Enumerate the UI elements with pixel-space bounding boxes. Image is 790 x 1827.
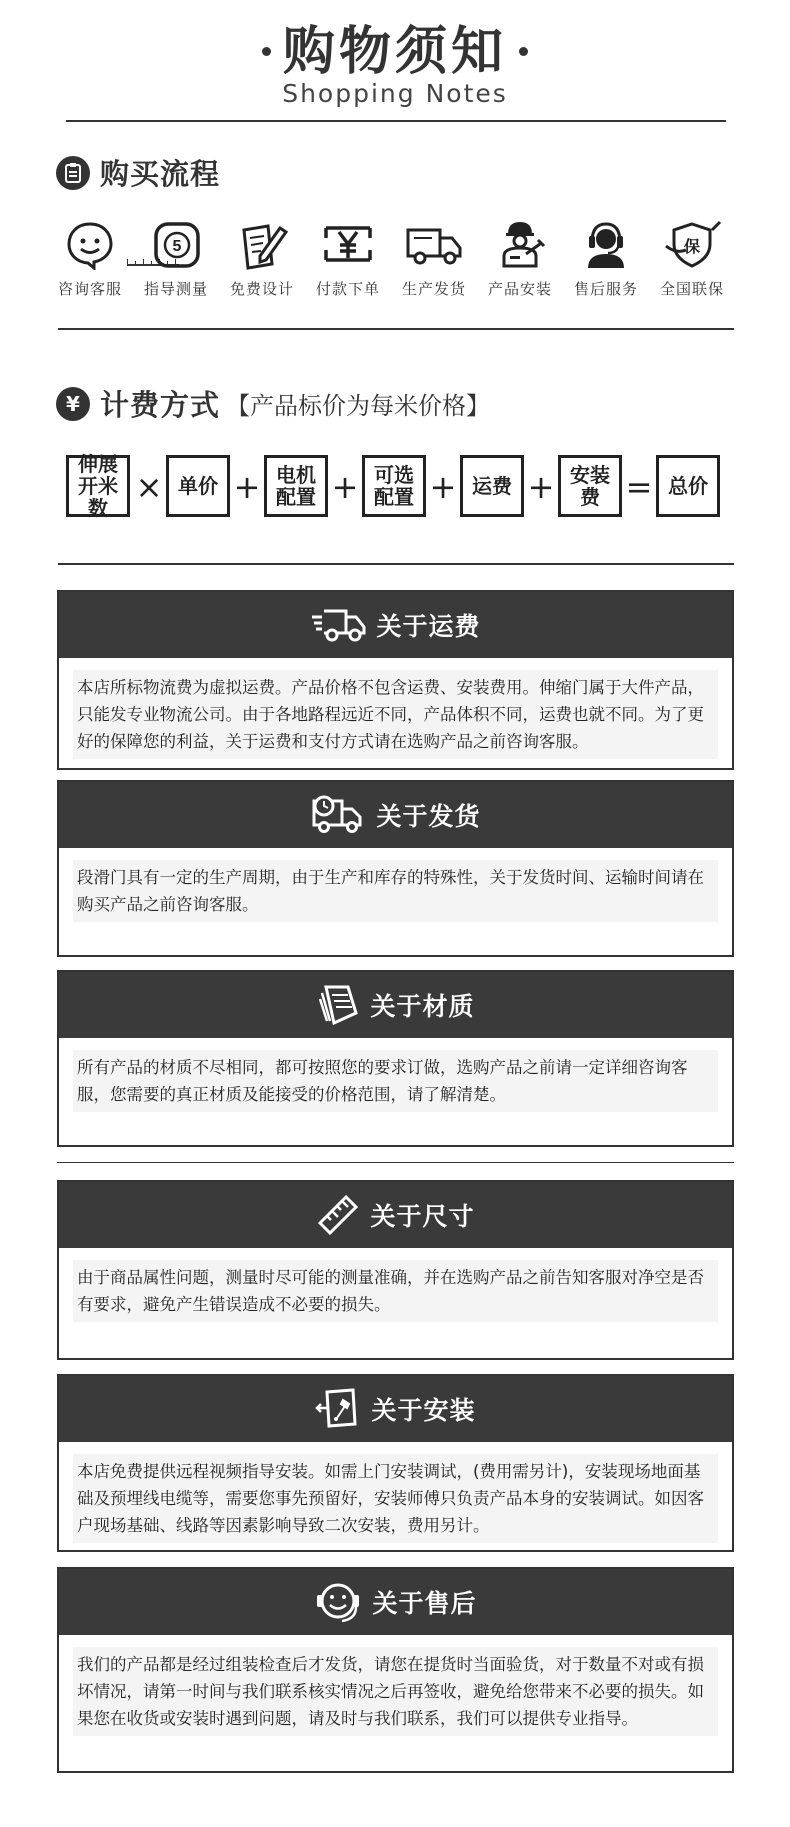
flow-label: 全国联保 bbox=[659, 280, 724, 298]
pricing-note: 【产品标价为每米价格】 bbox=[226, 392, 491, 420]
formula-operator: = bbox=[625, 468, 653, 506]
formula-term: 运费 bbox=[460, 455, 524, 517]
card-header bbox=[59, 1182, 732, 1248]
formula-term: 可选配置 bbox=[362, 455, 426, 517]
customer-service-icon bbox=[580, 220, 632, 270]
card-title: 关于安装 bbox=[371, 1396, 476, 1425]
fast-truck-icon bbox=[310, 607, 366, 643]
ruler-icon bbox=[316, 1193, 360, 1237]
divider bbox=[58, 328, 734, 330]
card-delivery bbox=[57, 780, 734, 957]
card-text: 本店免费提供远程视频指导安装。如需上门安装调试，(费用需另计)，安装现场地面基础及预埋线电缆等，需要您事先预留好，安装师傅只负责产品本身的安装调试。如因客户现场基础、线路等因素影响导致二次安装，费用另计。 bbox=[73, 1454, 718, 1543]
flow-step-shipping bbox=[391, 220, 477, 299]
formula-operator: + bbox=[429, 468, 457, 506]
delivery-truck-icon bbox=[404, 220, 464, 270]
flow-step-after-sales bbox=[563, 220, 649, 299]
divider bbox=[57, 1162, 734, 1163]
page-header bbox=[0, 20, 790, 108]
clipboard-icon bbox=[56, 156, 90, 190]
svg-text:保: 保 bbox=[683, 237, 701, 256]
pricing-title: 计费方式 bbox=[100, 388, 221, 422]
card-text: 所有产品的材质不尽相同，都可按照您的要求订做，选购产品之前请一定详细咨询客服，您需要的真正材质及能接受的价格范围，请了解清楚。 bbox=[73, 1050, 718, 1112]
card-after-sales bbox=[57, 1567, 734, 1773]
material-sheets-icon bbox=[316, 983, 360, 1027]
card-material bbox=[57, 970, 734, 1147]
flow-step-consult bbox=[47, 220, 133, 299]
flow-label: 咨询客服 bbox=[57, 280, 122, 298]
flow-label: 售后服务 bbox=[573, 280, 638, 298]
flow-label: 免费设计 bbox=[229, 280, 294, 298]
design-pen-icon bbox=[236, 220, 288, 270]
flow-step-design bbox=[219, 220, 305, 299]
card-title: 关于材质 bbox=[370, 992, 475, 1021]
formula-term: 总价 bbox=[656, 455, 720, 517]
smile-chat-icon bbox=[64, 220, 116, 270]
flow-label: 产品安装 bbox=[487, 280, 552, 298]
title-dot-left bbox=[262, 47, 271, 56]
card-installation bbox=[57, 1374, 734, 1552]
card-text: 段滑门具有一定的生产周期，由于生产和库存的特殊性，关于发货时间、运输时间请在购买产品之前咨询客服。 bbox=[73, 860, 718, 922]
clock-truck-icon bbox=[310, 795, 366, 835]
flow-step-warranty bbox=[649, 220, 735, 299]
purchase-flow-heading bbox=[56, 152, 220, 193]
pricing-heading bbox=[56, 383, 490, 424]
flow-label: 付款下单 bbox=[315, 280, 380, 298]
page-subtitle: Shopping Notes bbox=[282, 79, 508, 108]
formula-operator: × bbox=[135, 468, 163, 506]
title-dot-right bbox=[519, 47, 528, 56]
flow-label: 指导测量 bbox=[143, 280, 208, 298]
card-text: 本店所标物流费为虚拟运费。产品价格不包含运费、安装费用。伸缩门属于大件产品，只能发专业物流公司。由于各地路程远近不同，产品体积不同，运费也就不同。为了更好的保障您的利益，关于运费和支付方式请在选购产品之前咨询客服。 bbox=[73, 670, 718, 759]
card-header bbox=[59, 592, 732, 658]
page-title: 购物须知 bbox=[282, 22, 507, 82]
card-title: 关于运费 bbox=[376, 612, 481, 641]
card-header bbox=[59, 782, 732, 848]
warranty-shield-icon bbox=[662, 220, 722, 270]
formula-term: 伸展开米数 bbox=[66, 455, 130, 517]
purchase-flow-title: 购买流程 bbox=[100, 157, 221, 191]
card-title: 关于售后 bbox=[372, 1589, 477, 1618]
flow-step-measure bbox=[133, 220, 219, 299]
formula-operator: + bbox=[527, 468, 555, 506]
formula-operator: + bbox=[331, 468, 359, 506]
formula-term: 单价 bbox=[166, 455, 230, 517]
yen-icon: ¥ bbox=[56, 387, 90, 421]
card-text: 我们的产品都是经过组装检查后才发货，请您在提货时当面验货，对于数量不对或有损坏情况，请第一时间与我们联系核实情况之后再签收，避免给您带来不必要的损失。如果您在收货或安装时遇到问题，请及时与我们联系，我们可以提供专业指导。 bbox=[73, 1647, 718, 1736]
flow-step-payment bbox=[305, 220, 391, 299]
formula-operator: + bbox=[233, 468, 261, 506]
flow-step-install bbox=[477, 220, 563, 299]
divider bbox=[66, 120, 726, 122]
card-title: 关于发货 bbox=[376, 802, 481, 831]
smile-headset-icon bbox=[314, 1579, 362, 1625]
card-title: 关于尺寸 bbox=[370, 1202, 475, 1231]
install-screwdriver-icon bbox=[315, 1386, 361, 1432]
card-text: 由于商品属性问题，测量时尽可能的测量准确，并在选购产品之前告知客服对净空是否有要求，避免产生错误造成不必要的损失。 bbox=[73, 1260, 718, 1322]
tape-measure-icon bbox=[150, 220, 202, 270]
divider bbox=[58, 563, 734, 565]
svg-text:5: 5 bbox=[172, 238, 182, 255]
card-header bbox=[59, 1376, 732, 1442]
yen-payment-icon bbox=[322, 220, 374, 270]
flow-label: 生产发货 bbox=[401, 280, 466, 298]
formula-term: 电机配置 bbox=[264, 455, 328, 517]
card-size bbox=[57, 1180, 734, 1360]
card-header bbox=[59, 972, 732, 1038]
card-shipping-fee bbox=[57, 590, 734, 770]
worker-install-icon bbox=[494, 220, 546, 270]
card-header bbox=[59, 1569, 732, 1635]
formula-term: 安装费 bbox=[558, 455, 622, 517]
